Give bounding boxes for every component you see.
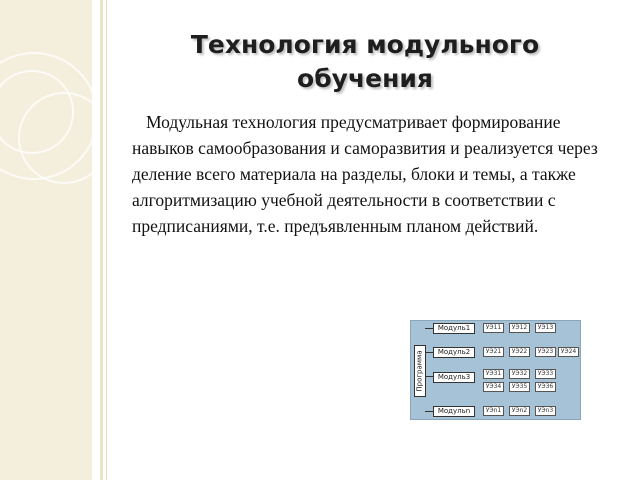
slide-title: Технология модульного обучения [190, 30, 540, 93]
program-label: Программа [416, 350, 425, 392]
learning-element-cell: УЭ12 [509, 323, 530, 333]
module-row [433, 369, 578, 381]
learning-element-cell: УЭ33 [535, 369, 556, 379]
decorative-ring [0, 52, 92, 180]
learning-element-cell: УЭ32 [509, 369, 530, 379]
learning-element-cell: УЭn2 [509, 406, 530, 416]
module-structure-diagram [410, 320, 581, 420]
learning-element-cell: УЭn3 [535, 406, 556, 416]
module-box: Модуль3 [433, 372, 475, 383]
module-row [433, 382, 578, 394]
learning-element-cell: УЭ11 [483, 323, 504, 333]
connector-line [425, 328, 433, 329]
learning-element-cell: УЭ13 [535, 323, 556, 333]
learning-element-cell: УЭ23 [535, 347, 556, 357]
module-row [433, 406, 578, 418]
learning-element-cell: УЭ34 [483, 382, 504, 392]
decorative-stripe [100, 0, 103, 480]
learning-element-cell: УЭ24 [558, 347, 579, 357]
connector-line [425, 376, 433, 377]
learning-element-cell: УЭ35 [509, 382, 530, 392]
connector-line [425, 352, 433, 353]
learning-element-cell: УЭ31 [483, 369, 504, 379]
learning-element-cell: УЭn1 [483, 406, 504, 416]
module-row [433, 323, 578, 335]
learning-element-cell: УЭ22 [509, 347, 530, 357]
module-box: Модуль1 [433, 323, 475, 334]
decorative-stripe [106, 0, 107, 480]
decorative-left-band [0, 0, 92, 480]
connector-line [425, 411, 433, 412]
module-box: Модульn [433, 406, 475, 417]
learning-element-cell: УЭ21 [483, 347, 504, 357]
slide-body-text: Модульная технология предусматривает формирование навыков самообразования и саморазвития и реализуется через деление всего материала на разделы, блоки и темы, а также алгоритмизацию учебной деятельности в соответствии с предписаниями, т.е. предъявленным планом действий. [132, 112, 598, 236]
module-row [433, 347, 578, 359]
learning-element-cell: УЭ36 [535, 382, 556, 392]
module-box: Модуль2 [433, 347, 475, 358]
